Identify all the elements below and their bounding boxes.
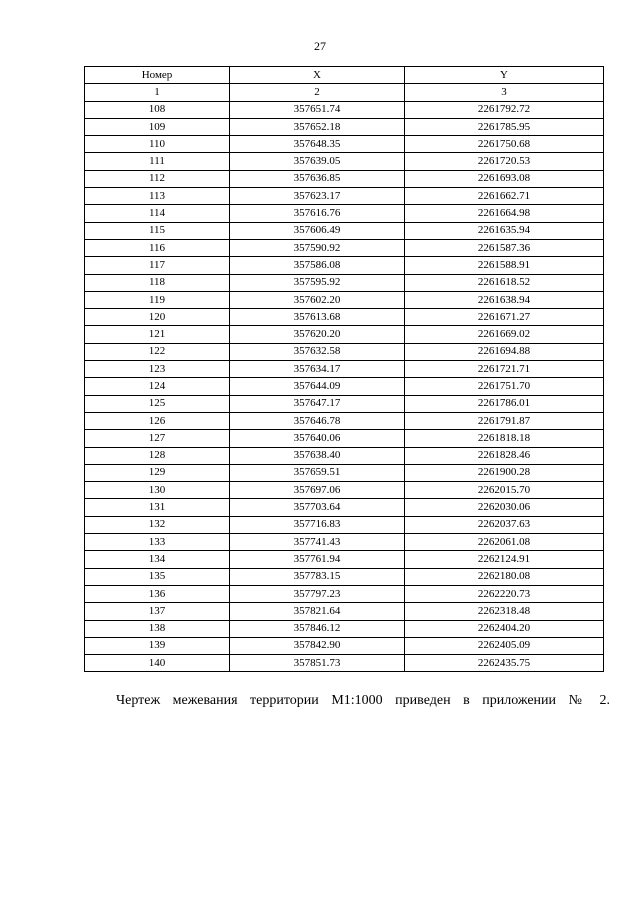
cell-y: 2261720.53 — [405, 153, 604, 170]
table-row — [85, 343, 604, 360]
cell-x: 357634.17 — [230, 361, 405, 378]
table-row — [85, 655, 604, 672]
header-x: X — [230, 67, 405, 84]
cell-x: 357846.12 — [230, 620, 405, 637]
cell-x: 357586.08 — [230, 257, 405, 274]
cell-x: 357697.06 — [230, 482, 405, 499]
column-number-row — [85, 84, 604, 101]
cell-y: 2262015.70 — [405, 482, 604, 499]
cell-y: 2261900.28 — [405, 464, 604, 481]
header-number: Номер — [85, 67, 230, 84]
cell-x: 357716.83 — [230, 516, 405, 533]
cell-x: 357851.73 — [230, 655, 405, 672]
cell-y: 2262061.08 — [405, 534, 604, 551]
table-row — [85, 603, 604, 620]
cell-number: 130 — [85, 482, 230, 499]
cell-y: 2261671.27 — [405, 309, 604, 326]
cell-number: 112 — [85, 170, 230, 187]
cell-y: 2262030.06 — [405, 499, 604, 516]
footer-text: Чертеж межевания территории М1:1000 приведен в приложении № 2. — [116, 693, 610, 708]
table-row — [85, 482, 604, 499]
cell-y: 2261750.68 — [405, 136, 604, 153]
cell-y: 2261664.98 — [405, 205, 604, 222]
cell-y: 2261828.46 — [405, 447, 604, 464]
table-header — [85, 67, 604, 102]
cell-x: 357638.40 — [230, 447, 405, 464]
cell-y: 2262037.63 — [405, 516, 604, 533]
cell-x: 357632.58 — [230, 343, 405, 360]
table-row — [85, 361, 604, 378]
cell-number: 110 — [85, 136, 230, 153]
table-row — [85, 188, 604, 205]
cell-y: 2261635.94 — [405, 222, 604, 239]
table-row — [85, 585, 604, 602]
cell-y: 2262220.73 — [405, 585, 604, 602]
table-row — [85, 257, 604, 274]
cell-x: 357842.90 — [230, 637, 405, 654]
cell-y: 2261662.71 — [405, 188, 604, 205]
column-number-2: 2 — [230, 84, 405, 101]
cell-y: 2261786.01 — [405, 395, 604, 412]
cell-y: 2261721.71 — [405, 361, 604, 378]
table-row — [85, 326, 604, 343]
cell-number: 134 — [85, 551, 230, 568]
cell-number: 135 — [85, 568, 230, 585]
cell-number: 128 — [85, 447, 230, 464]
cell-x: 357659.51 — [230, 464, 405, 481]
table-row — [85, 430, 604, 447]
table-row — [85, 378, 604, 395]
cell-x: 357703.64 — [230, 499, 405, 516]
table-row — [85, 222, 604, 239]
table-row — [85, 620, 604, 637]
cell-x: 357613.68 — [230, 309, 405, 326]
cell-x: 357616.76 — [230, 205, 405, 222]
cell-y: 2262180.08 — [405, 568, 604, 585]
cell-x: 357602.20 — [230, 291, 405, 308]
cell-y: 2261638.94 — [405, 291, 604, 308]
cell-x: 357644.09 — [230, 378, 405, 395]
cell-number: 108 — [85, 101, 230, 118]
table-row — [85, 136, 604, 153]
table-row — [85, 118, 604, 135]
cell-x: 357797.23 — [230, 585, 405, 602]
cell-y: 2262124.91 — [405, 551, 604, 568]
cell-y: 2262318.48 — [405, 603, 604, 620]
cell-x: 357761.94 — [230, 551, 405, 568]
cell-number: 113 — [85, 188, 230, 205]
table-row — [85, 291, 604, 308]
cell-x: 357651.74 — [230, 101, 405, 118]
table-row — [85, 551, 604, 568]
cell-y: 2261791.87 — [405, 412, 604, 429]
table-row — [85, 568, 604, 585]
header-y: Y — [405, 67, 604, 84]
table-row — [85, 412, 604, 429]
table-row — [85, 274, 604, 291]
cell-y: 2262435.75 — [405, 655, 604, 672]
cell-number: 111 — [85, 153, 230, 170]
table-row — [85, 395, 604, 412]
cell-x: 357648.35 — [230, 136, 405, 153]
cell-number: 116 — [85, 239, 230, 256]
cell-x: 357640.06 — [230, 430, 405, 447]
column-number-3: 3 — [405, 84, 604, 101]
cell-number: 132 — [85, 516, 230, 533]
table-row — [85, 534, 604, 551]
cell-number: 117 — [85, 257, 230, 274]
cell-y: 2261751.70 — [405, 378, 604, 395]
cell-y: 2261792.72 — [405, 101, 604, 118]
table-row — [85, 499, 604, 516]
page-number: 27 — [314, 39, 326, 53]
cell-x: 357741.43 — [230, 534, 405, 551]
cell-number: 124 — [85, 378, 230, 395]
cell-number: 122 — [85, 343, 230, 360]
cell-x: 357783.15 — [230, 568, 405, 585]
cell-number: 114 — [85, 205, 230, 222]
cell-y: 2261694.88 — [405, 343, 604, 360]
cell-y: 2261588.91 — [405, 257, 604, 274]
cell-x: 357595.92 — [230, 274, 405, 291]
cell-x: 357623.17 — [230, 188, 405, 205]
column-number-1: 1 — [85, 84, 230, 101]
cell-x: 357652.18 — [230, 118, 405, 135]
table-row — [85, 447, 604, 464]
cell-y: 2261818.18 — [405, 430, 604, 447]
table-row — [85, 637, 604, 654]
table-row — [85, 516, 604, 533]
cell-x: 357590.92 — [230, 239, 405, 256]
cell-number: 140 — [85, 655, 230, 672]
table-row — [85, 239, 604, 256]
cell-y: 2261693.08 — [405, 170, 604, 187]
cell-number: 123 — [85, 361, 230, 378]
cell-number: 126 — [85, 412, 230, 429]
table-row — [85, 309, 604, 326]
cell-x: 357821.64 — [230, 603, 405, 620]
cell-number: 139 — [85, 637, 230, 654]
coordinates-table — [84, 66, 604, 672]
cell-number: 115 — [85, 222, 230, 239]
cell-number: 136 — [85, 585, 230, 602]
cell-number: 119 — [85, 291, 230, 308]
cell-x: 357647.17 — [230, 395, 405, 412]
table-body — [85, 101, 604, 672]
table-row — [85, 153, 604, 170]
cell-x: 357646.78 — [230, 412, 405, 429]
cell-number: 109 — [85, 118, 230, 135]
cell-number: 121 — [85, 326, 230, 343]
cell-number: 127 — [85, 430, 230, 447]
cell-x: 357606.49 — [230, 222, 405, 239]
cell-y: 2262404.20 — [405, 620, 604, 637]
cell-number: 137 — [85, 603, 230, 620]
cell-number: 133 — [85, 534, 230, 551]
cell-y: 2261618.52 — [405, 274, 604, 291]
table-row — [85, 205, 604, 222]
table-row — [85, 101, 604, 118]
cell-y: 2261785.95 — [405, 118, 604, 135]
cell-y: 2262405.09 — [405, 637, 604, 654]
header-row — [85, 67, 604, 84]
cell-number: 129 — [85, 464, 230, 481]
cell-x: 357620.20 — [230, 326, 405, 343]
table-row — [85, 170, 604, 187]
table-row — [85, 464, 604, 481]
cell-x: 357639.05 — [230, 153, 405, 170]
cell-x: 357636.85 — [230, 170, 405, 187]
cell-y: 2261587.36 — [405, 239, 604, 256]
cell-number: 125 — [85, 395, 230, 412]
cell-number: 118 — [85, 274, 230, 291]
cell-number: 120 — [85, 309, 230, 326]
cell-number: 138 — [85, 620, 230, 637]
cell-number: 131 — [85, 499, 230, 516]
cell-y: 2261669.02 — [405, 326, 604, 343]
